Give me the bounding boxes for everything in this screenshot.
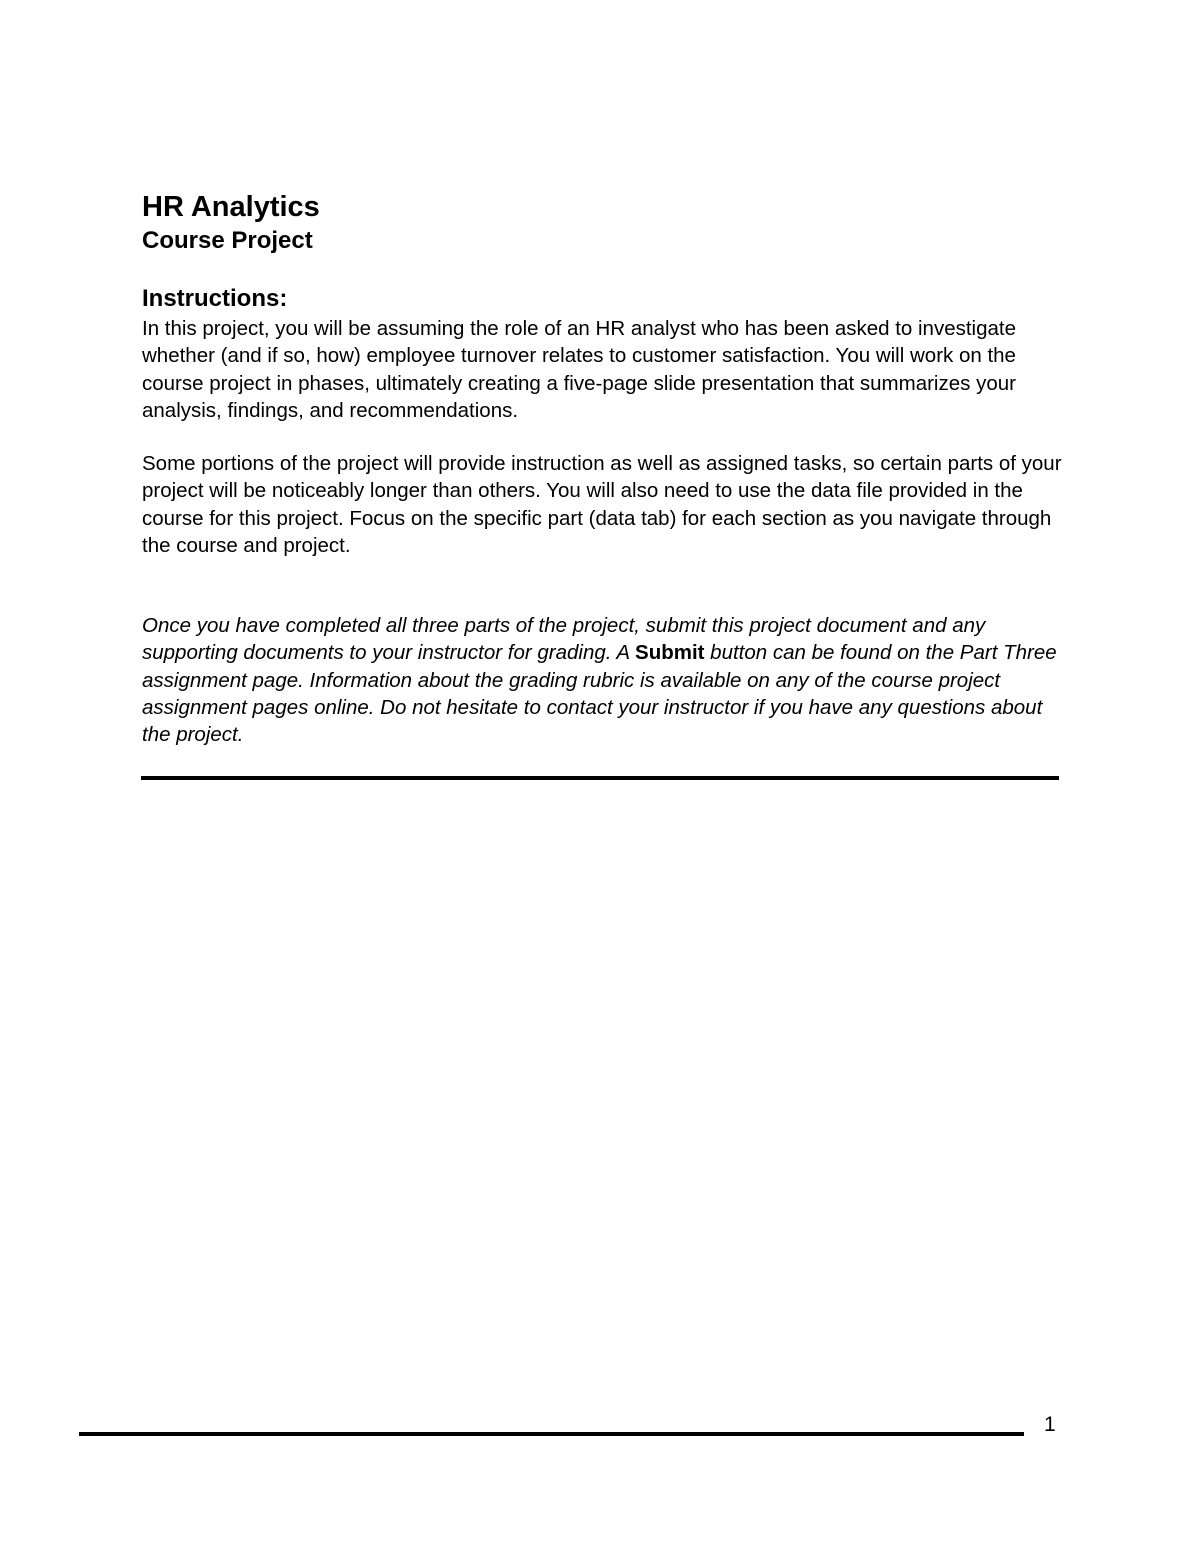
instructions-heading: Instructions: <box>142 285 288 312</box>
instructions-paragraph-1: In this project, you will be assuming the role of an HR analyst who has been asked to investigate whether (and if so, how) employee turnover relates to customer satisfaction. You will work on the course project in phases, ultimately creating a five-page slide presentation that summarizes your analysis, findings, and recommendations. <box>142 317 1017 422</box>
submission-note-text-start: Once you have completed all three parts of the project, submit this project document and any supporting documents to your instructor for grading. A <box>142 614 986 665</box>
document-subtitle: Course Project <box>142 227 313 254</box>
page-number: 1 <box>1044 1413 1056 1436</box>
footer-rule <box>79 1432 1024 1436</box>
section-divider <box>141 776 1059 780</box>
document-title: HR Analytics <box>142 191 320 223</box>
submission-note-text-end: button can be found on the Part Three assignment page. Information about the grading rubric is available on any of the course project assignment pages online. Do not hesitate to contact your instructor if you have any questions about the project. <box>142 641 1057 747</box>
instructions-paragraph-2: Some portions of the project will provide instruction as well as assigned tasks, so certain parts of your project will be noticeably longer than others. You will also need to use the data file provided in the course for this project. Focus on the specific part (data tab) for each section as you navigate through the course and project. <box>142 452 1062 557</box>
submission-note <box>142 612 1062 748</box>
submit-emphasis: Submit <box>635 641 705 665</box>
